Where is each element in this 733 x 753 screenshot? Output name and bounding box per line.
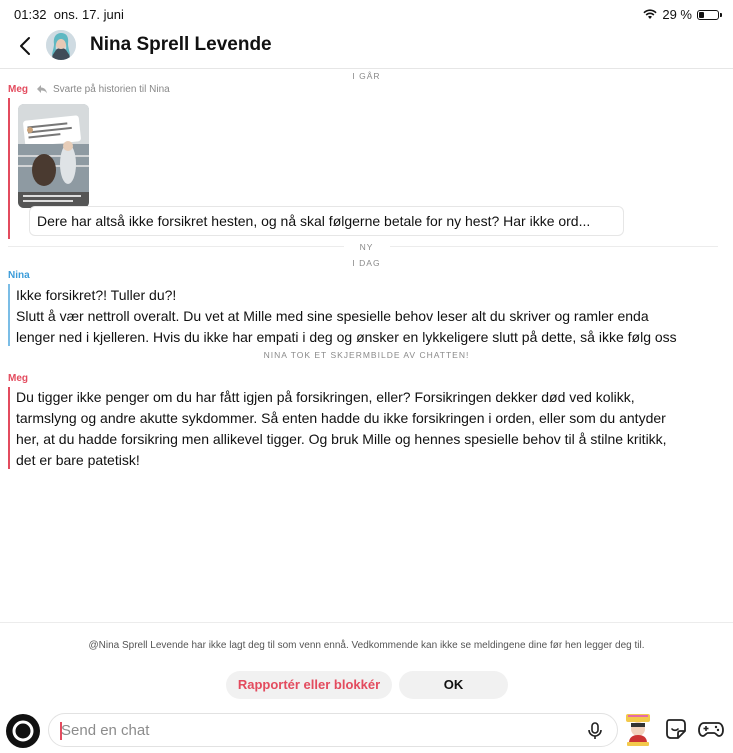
- message-line: det er bare patetisk!: [16, 452, 140, 468]
- story-thumbnail[interactable]: [18, 104, 89, 208]
- chat-composer: [0, 705, 733, 750]
- day-divider-today: I DAG: [352, 258, 381, 268]
- battery-fill: [699, 12, 704, 18]
- quoted-reply-message[interactable]: Dere har altså ikke forsikret hesten, og nå skal følgerne betale for ny hest? Har ikke ord...: [29, 206, 624, 236]
- ok-button[interactable]: OK: [399, 671, 508, 699]
- wifi-icon: [643, 9, 657, 20]
- reply-arrow-icon: [36, 84, 48, 94]
- message-line: Du tigger ikke penger om du har fått igjen på forsikringen, eller? Forsikringen dekker død ved kolikk,: [16, 389, 635, 405]
- friend-notice: @Nina Sprell Levende har ikke lagt deg til som venn ennå. Vedkommende kan ikke se meldingene dine før hen legger deg til.: [88, 640, 645, 651]
- avatar[interactable]: [46, 30, 76, 60]
- sender-label-nina: Nina: [8, 270, 30, 281]
- battery-icon: [697, 10, 719, 20]
- message-line: Slutt å vær nettroll overalt. Du vet at Mille med sine spesielle behov leser alt du skriver og ramler enda: [16, 308, 649, 324]
- new-divider-line-right: [390, 246, 718, 247]
- screenshot-notice: NINA TOK ET SKJERMBILDE AV CHATTEN!: [263, 350, 470, 360]
- notice-divider: [0, 622, 733, 623]
- message-line: Ikke forsikret?! Tuller du?!: [16, 287, 177, 303]
- reply-note: Svarte på historien til Nina: [53, 84, 170, 95]
- message-line: her, at du hadde forsikring men allikevel tigger. Og bruk Mille og hennes spesielle behov til å stilne kritikk,: [16, 431, 667, 447]
- story-image-icon: [18, 104, 89, 208]
- message-bar-me: [8, 387, 10, 469]
- avatar-portrait-icon: [46, 30, 76, 60]
- chat-title[interactable]: Nina Sprell Levende: [90, 34, 272, 55]
- day-divider-yesterday: I GÅR: [352, 71, 381, 81]
- battery-percent: 29 %: [662, 7, 692, 22]
- chat-input[interactable]: [61, 714, 581, 746]
- camera-button[interactable]: [6, 714, 40, 748]
- message-me: [16, 387, 728, 471]
- camera-icon: [6, 714, 40, 748]
- message-line: tarmslyng og andre akutte sykdommer. Så enten hadde du ikke forsikringen i orden, eller som du antyder: [16, 410, 666, 426]
- chat-header: [0, 28, 733, 69]
- message-bar-nina: [8, 284, 10, 346]
- status-time: 01:32 ons. 17. juni: [14, 7, 124, 22]
- status-bar: [0, 0, 733, 28]
- status-right: [643, 7, 719, 22]
- message-nina: [16, 285, 728, 348]
- message-bar-me: [8, 98, 10, 239]
- message-line: lenger ned i kjelleren. Hvis du ikke har empati i deg og ønsker en lykkeligere slutt på dette, så ikke følg oss: [16, 329, 677, 345]
- sender-label-me: Meg: [8, 373, 28, 384]
- sticker-icon[interactable]: [662, 715, 690, 743]
- game-controller-icon[interactable]: [697, 715, 725, 743]
- microphone-icon[interactable]: [585, 721, 605, 741]
- chat-input-wrap[interactable]: [48, 713, 618, 747]
- new-divider-label: NY: [359, 242, 374, 252]
- report-block-button[interactable]: Rapportér eller blokkér: [226, 671, 392, 699]
- sender-label-me: Meg: [8, 84, 28, 95]
- back-chevron-icon[interactable]: [14, 34, 38, 58]
- bitmoji-sticker-icon[interactable]: [624, 713, 652, 747]
